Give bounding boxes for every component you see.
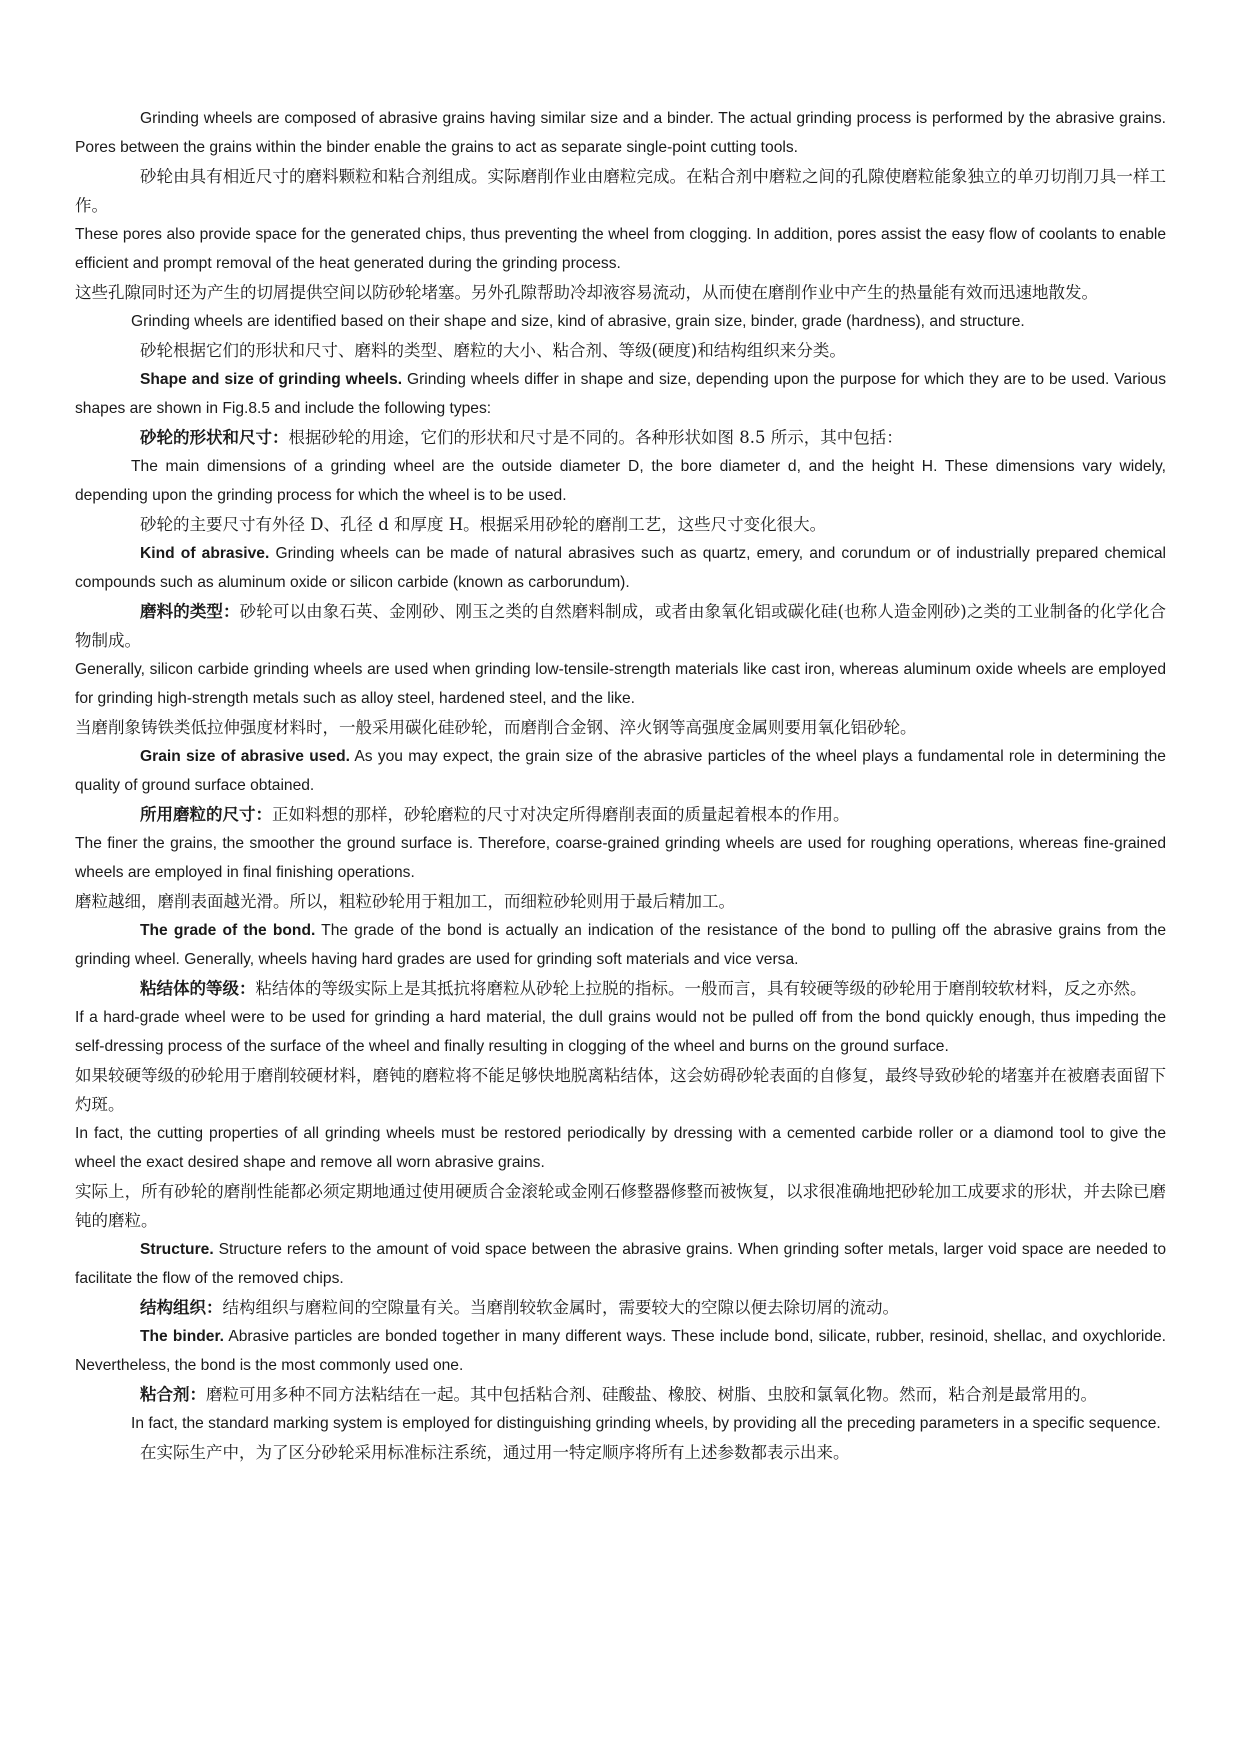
paragraph-text: Grinding wheels can be made of natural abrasives such as quartz, emery, and corundum or of industrially prepared chemical compounds such as aluminum oxide or silicon carbide (known as carborundum). — [75, 545, 1167, 591]
section-heading: Grain size of abrasive used. — [140, 748, 350, 765]
paragraph-text: 这些孔隙同时还为产生的切屑提供空间以防砂轮堵塞。另外孔隙帮助冷却液容易流动，从而使在磨削作业中产生的热量能有效而迅速地散发。 — [75, 283, 1098, 302]
section-heading: 砂轮的形状和尺寸： — [140, 428, 289, 447]
paragraph-text: 如果较硬等级的砂轮用于磨削较硬材料，磨钝的磨粒将不能足够快地脱离粘结体，这会妨碍砂轮表面的自修复，最终导致砂轮的堵塞并在被磨表面留下灼斑。 — [75, 1066, 1166, 1114]
chinese-paragraph — [75, 162, 1166, 220]
section-heading: 所用磨粒的尺寸： — [140, 805, 272, 824]
chinese-paragraph — [75, 1438, 1166, 1467]
paragraph-text: The main dimensions of a grinding wheel are the outside diameter D, the bore diameter d, and the height H. These dimensions vary widely, depending upon the grinding process for which the wheel is to be used. — [75, 458, 1166, 504]
chinese-paragraph — [75, 1380, 1166, 1409]
english-paragraph — [75, 1119, 1166, 1177]
paragraph-text: 磨粒可用多种不同方法粘结在一起。其中包括粘合剂、硅酸盐、橡胶、树脂、虫胶和氯氧化物。然而，粘合剂是最常用的。 — [206, 1385, 1097, 1404]
paragraph-text: The finer the grains, the smoother the ground surface is. Therefore, coarse-grained grinding wheels are used for roughing operations, whereas fine-grained wheels are employed in final finishing operations. — [75, 835, 1166, 881]
english-paragraph — [75, 1409, 1166, 1438]
paragraph-text: 结构组织与磨粒间的空隙量有关。当磨削较软金属时，需要较大的空隙以便去除切屑的流动。 — [222, 1298, 899, 1317]
paragraph-text: Grinding wheels differ in shape and size, depending upon the purpose for which they are to be used. Various shapes are shown in Fig.8.5 and include the following types: — [75, 371, 1166, 417]
section-heading: Shape and size of grinding wheels. — [140, 371, 403, 388]
section-heading: 磨料的类型： — [140, 602, 240, 621]
paragraph-text: 砂轮的主要尺寸有外径 D、孔径 d 和厚度 H。根据采用砂轮的磨削工艺，这些尺寸变化很大。 — [140, 515, 827, 534]
section-heading: Kind of abrasive. — [140, 545, 270, 562]
chinese-paragraph — [75, 1177, 1166, 1235]
paragraph-text: Grinding wheels are identified based on their shape and size, kind of abrasive, grain size, binder, grade (hardness), and structure. — [131, 313, 1025, 330]
paragraph-text: 实际上，所有砂轮的磨削性能都必须定期地通过使用硬质合金滚轮或金刚石修整器修整而被恢复，以求很准确地把砂轮加工成要求的形状，并去除已磨钝的磨粒。 — [75, 1182, 1166, 1230]
english-paragraph — [75, 1003, 1166, 1061]
english-paragraph — [75, 829, 1166, 887]
chinese-paragraph — [75, 1061, 1166, 1119]
section-heading: 结构组织： — [140, 1298, 223, 1317]
paragraph-text: 磨粒越细，磨削表面越光滑。所以，粗粒砂轮用于粗加工，而细粒砂轮则用于最后精加工。 — [75, 892, 735, 911]
paragraph-text: In fact, the standard marking system is employed for distinguishing grinding wheels, by providing all the preceding parameters in a specific sequence. — [131, 1415, 1161, 1432]
chinese-paragraph — [75, 713, 1166, 742]
english-paragraph — [75, 452, 1166, 510]
chinese-paragraph — [75, 1293, 1166, 1322]
paragraph-text: 在实际生产中，为了区分砂轮采用标准标注系统，通过用一特定顺序将所有上述参数都表示出来。 — [140, 1443, 850, 1462]
paragraph-text: Structure refers to the amount of void space between the abrasive grains. When grinding softer metals, larger void space are needed to facilitate the flow of the removed chips. — [75, 1241, 1166, 1287]
english-paragraph — [75, 916, 1166, 974]
document-page — [75, 104, 1166, 1467]
chinese-paragraph — [75, 974, 1166, 1003]
english-paragraph — [75, 742, 1166, 800]
section-heading: The binder. — [140, 1328, 225, 1345]
paragraph-text: These pores also provide space for the generated chips, thus preventing the wheel from clogging. In addition, pores assist the easy flow of coolants to enable efficient and prompt removal of the heat generated during the grinding process. — [75, 226, 1166, 272]
chinese-paragraph — [75, 597, 1166, 655]
english-paragraph — [75, 1235, 1166, 1293]
chinese-paragraph — [75, 887, 1166, 916]
chinese-paragraph — [75, 336, 1166, 365]
chinese-paragraph — [75, 510, 1166, 539]
paragraph-text: 砂轮由具有相近尺寸的磨料颗粒和粘合剂组成。实际磨削作业由磨粒完成。在粘合剂中磨粒之间的孔隙使磨粒能象独立的单刃切削刀具一样工作。 — [75, 167, 1166, 215]
english-paragraph — [75, 307, 1166, 336]
english-paragraph — [75, 655, 1166, 713]
paragraph-text: 砂轮可以由象石英、金刚砂、刚玉之类的自然磨料制成，或者由象氧化铝或碳化硅(也称人造金刚砂)之类的工业制备的化学化合物制成。 — [75, 602, 1167, 650]
paragraph-text: 正如料想的那样，砂轮磨粒的尺寸对决定所得磨削表面的质量起着根本的作用。 — [272, 805, 850, 824]
paragraph-text: 粘结体的等级实际上是其抵抗将磨粒从砂轮上拉脱的指标。一般而言，具有较硬等级的砂轮用于磨削较软材料，反之亦然。 — [255, 979, 1147, 998]
chinese-paragraph — [75, 423, 1166, 452]
english-paragraph — [75, 220, 1166, 278]
english-paragraph — [75, 1322, 1166, 1380]
chinese-paragraph — [75, 800, 1166, 829]
paragraph-text: Generally, silicon carbide grinding wheels are used when grinding low-tensile-strength materials like cast iron, whereas aluminum oxide wheels are employed for grinding high-strength metals such as alloy steel, hardened steel, and the like. — [75, 661, 1166, 707]
section-heading: 粘结体的等级： — [140, 979, 256, 998]
paragraph-text: In fact, the cutting properties of all grinding wheels must be restored periodically by dressing with a cemented carbide roller or a diamond tool to give the wheel the exact desired shape and remove all worn abrasive grains. — [75, 1125, 1166, 1171]
english-paragraph — [75, 104, 1166, 162]
paragraph-text: 当磨削象铸铁类低拉伸强度材料时，一般采用碳化硅砂轮，而磨削合金钢、淬火钢等高强度金属则要用氧化铝砂轮。 — [75, 718, 917, 737]
paragraph-text: If a hard-grade wheel were to be used for grinding a hard material, the dull grains would not be pulled off from the bond quickly enough, thus impeding the self-dressing process of the surface of the wheel and finally resulting in clogging of the wheel and burns on the ground surface. — [75, 1009, 1166, 1055]
paragraph-text: The grade of the bond is actually an indication of the resistance of the bond to pulling off the abrasive grains from the grinding wheel. Generally, wheels having hard grades are used for grinding soft materials and vice versa. — [75, 922, 1167, 968]
english-paragraph — [75, 539, 1166, 597]
section-heading: The grade of the bond. — [140, 922, 316, 939]
english-paragraph — [75, 365, 1166, 423]
section-heading: 粘合剂： — [140, 1385, 206, 1404]
paragraph-text: 根据砂轮的用途，它们的形状和尺寸是不同的。各种形状如图 8.5 所示，其中包括： — [288, 428, 903, 447]
paragraph-text: Grinding wheels are composed of abrasive grains having similar size and a binder. The actual grinding process is performed by the abrasive grains. Pores between the grains within the binder enable the grains to act as separate single-point cutting tools. — [75, 110, 1166, 156]
section-heading: Structure. — [140, 1241, 214, 1258]
paragraph-text: Abrasive particles are bonded together in many different ways. These include bond, silicate, rubber, resinoid, shellac, and oxychloride. Nevertheless, the bond is the most commonly used one. — [75, 1328, 1166, 1374]
paragraph-text: As you may expect, the grain size of the abrasive particles of the wheel plays a fundamental role in determining the quality of ground surface obtained. — [75, 748, 1166, 794]
chinese-paragraph — [75, 278, 1166, 307]
paragraph-text: 砂轮根据它们的形状和尺寸、磨料的类型、磨粒的大小、粘合剂、等级(硬度)和结构组织来分类。 — [140, 341, 846, 360]
